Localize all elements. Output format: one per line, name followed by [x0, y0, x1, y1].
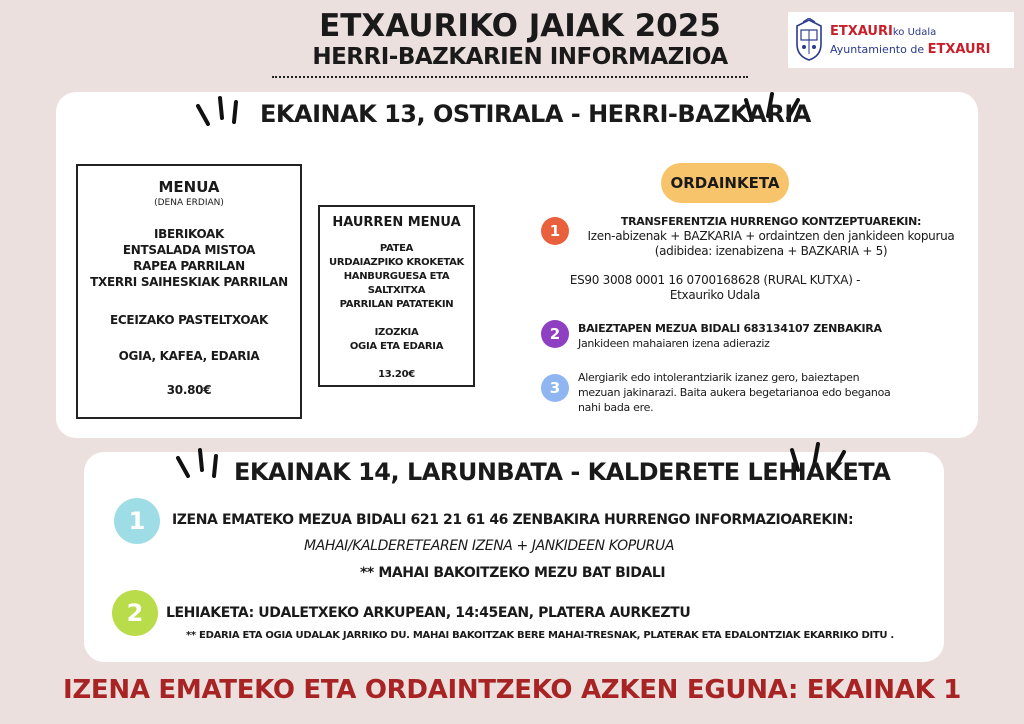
contest-step-2-note: ** EDARIA ETA OGIA UDALAK JARRIKO DU. MAHAI BAKOITZAK BERE MAHAI-TRESNAK, PLATERAK ETA EDALONTZIAK EKARRIKO DITU . [186, 630, 894, 641]
menu-title: MENUA [158, 178, 220, 196]
kids-menu-item: PATEA [379, 243, 414, 254]
menu-note: (DENA ERDIAN) [154, 198, 224, 208]
payment-step-3-text [578, 370, 890, 415]
title-divider [272, 76, 748, 78]
contest-step-1-line1: IZENA EMATEKO MEZUA BIDALI 621 21 61 46 ZENBAKIRA HURRENGO INFORMAZIOAREKIN: [172, 512, 854, 528]
sparkle-left-1-icon [190, 94, 254, 130]
kids-menu-dessert: IZOZKIA [374, 327, 419, 338]
payment-step-1-line3: (adibidea: izenabizena + BAZKARIA + 5) [654, 244, 888, 258]
coat-of-arms-icon [794, 18, 824, 62]
menu-price: 30.80€ [166, 383, 212, 397]
payment-step-1-line2: Izen-abizenak + BAZKARIA + ordaintzen den jankideen kopurua [587, 229, 955, 243]
payment-step-3-line1: Alergiarik edo intolerantziarik izanez gero, baieztapen [578, 371, 860, 384]
page-subtitle: HERRI-BAZKARIEN INFORMAZIOA [312, 44, 728, 70]
page-title: ETXAURIKO JAIAK 2025 [319, 8, 721, 44]
contest-step-1-line2: MAHAI/KALDERETEAREN IZENA + JANKIDEEN KOPURUA [304, 538, 675, 554]
kids-menu-item: URDAIAZPIKO KROKETAK [329, 257, 464, 268]
payment-step-1-text [578, 214, 964, 259]
kids-menu-box [318, 205, 475, 387]
payment-step-2-text [578, 321, 882, 351]
contest-step-2-line1: LEHIAKETA: UDALETXEKO ARKUPEAN, 14:45EAN, PLATERA AURKEZTU [166, 605, 691, 621]
contest-step-1-badge: 1 [114, 498, 160, 544]
logo-sub-a: Ayuntamiento de [830, 43, 928, 56]
payment-badge: ORDAINKETA [661, 163, 789, 203]
payment-step-3-line3: nahi bada ere. [578, 401, 654, 414]
payment-step-2-badge: 2 [541, 320, 569, 348]
adult-menu-box [76, 164, 302, 419]
payment-step-1-line1: TRANSFERENTZIA HURRENGO KONTZEPTUAREKIN: [620, 215, 922, 228]
sparkle-left-2-icon [170, 444, 234, 484]
payment-step-1-badge: 1 [541, 217, 569, 245]
kids-menu-title: HAURREN MENUA [332, 215, 461, 230]
kids-menu-extras: OGIA ETA EDARIA [349, 341, 444, 352]
kids-menu-item: HANBURGUESA ETA SALTXITXA [343, 271, 450, 296]
logo-sub-b: ETXAURI [927, 42, 991, 57]
menu-item: TXERRI SAIHESKIAK PARRILAN [90, 275, 288, 289]
logo-name-b: ko Udala [892, 27, 937, 38]
deadline-banner: IZENA EMATEKO ETA ORDAINTZEKO AZKEN EGUNA: EKAINAK 1 [63, 675, 961, 705]
menu-item: RAPEA PARRILAN [133, 259, 245, 273]
payment-step-3-badge: 3 [541, 374, 569, 402]
day1-heading: EKAINAK 13, OSTIRALA - HERRI-BAZKARIA [260, 100, 811, 128]
kids-menu-item: PARRILAN PATATEKIN [339, 299, 454, 310]
logo-name-a: ETXAURI [830, 24, 893, 39]
menu-dessert: ECEIZAKO PASTELTXOAK [110, 313, 268, 327]
menu-extras: OGIA, KAFEA, EDARIA [118, 349, 260, 363]
bank-account [560, 273, 870, 303]
menu-item: ENTSALADA MISTOA [122, 243, 256, 257]
day2-heading: EKAINAK 14, LARUNBATA - KALDERETE LEHIAKETA [234, 458, 891, 486]
payment-step-3-line2: mezuan jakinarazi. Baita aukera begetarianoa edo beganoa [578, 386, 891, 399]
kids-menu-price: 13.20€ [378, 369, 415, 380]
payment-step-2-line1: BAIEZTAPEN MEZUA BIDALI 683134107 ZENBAKIRA [578, 322, 882, 335]
contest-step-1-line3: ** MAHAI BAKOITZEKO MEZU BAT BIDALI [360, 565, 666, 581]
contest-step-2-badge: 2 [112, 590, 158, 636]
bank-account-line2: Etxauriko Udala [669, 288, 761, 302]
menu-item: IBERIKOAK [153, 227, 225, 241]
municipality-logo [788, 12, 1014, 68]
payment-step-2-line2: Jankideen mahaiaren izena adieraziz [578, 337, 770, 350]
bank-account-line1: ES90 3008 0001 16 0700168628 (RURAL KUTXA) - [569, 273, 861, 287]
